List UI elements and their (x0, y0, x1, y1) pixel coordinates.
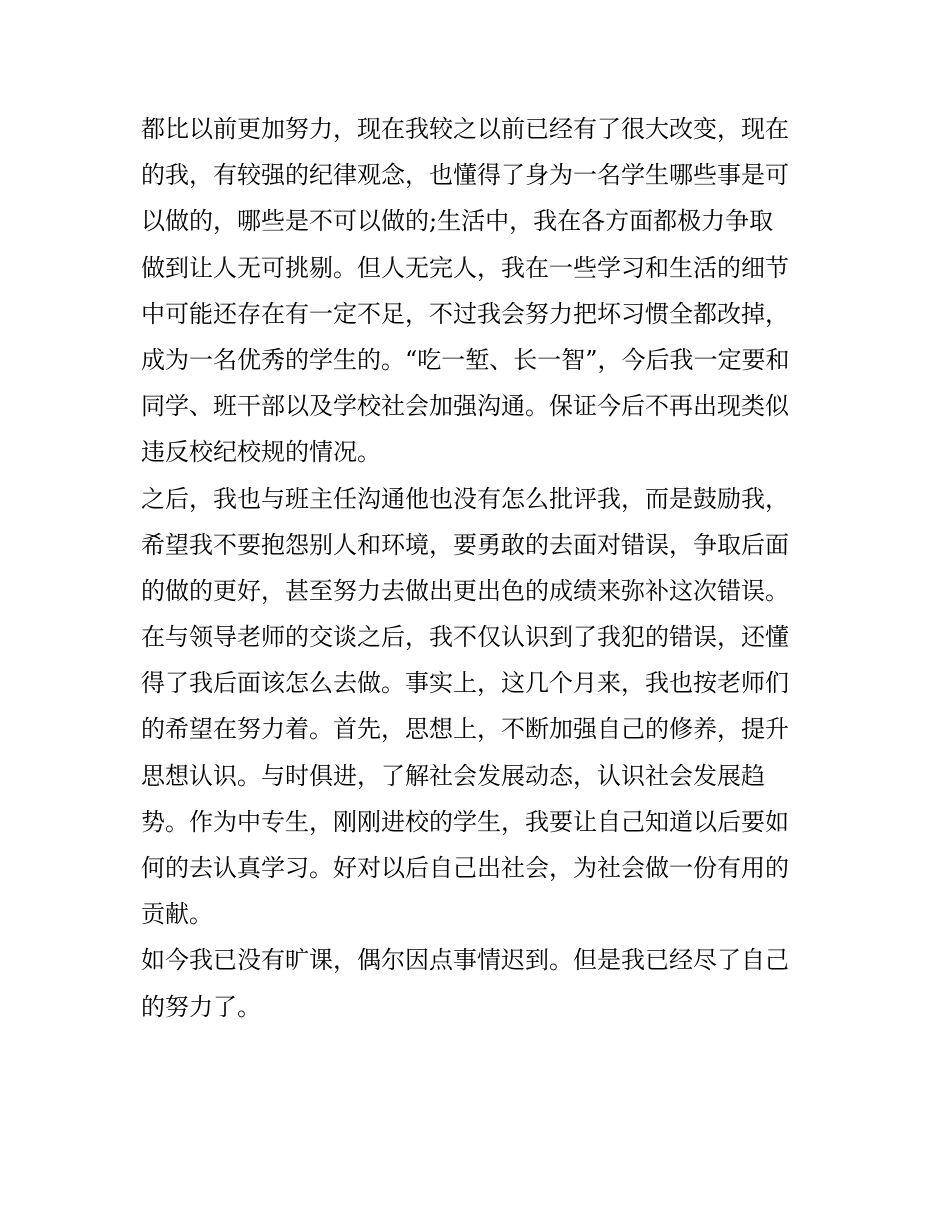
text-line: 希望我不要抱怨别人和环境，要勇敢的去面对错误，争取后面 (141, 530, 789, 559)
text-line: 贡献。 (141, 900, 213, 929)
text-line: 的希望在努力着。首先，思想上，不断加强自己的修养，提升 (141, 715, 789, 744)
text-line: 的努力了。 (141, 992, 261, 1021)
text-line: 违反校纪校规的情况。 (141, 438, 381, 467)
text-line: 之后，我也与班主任沟通他也没有怎么批评我，而是鼓励我， (141, 484, 789, 513)
text-line: 的做的更好，甚至努力去做出更出色的成绩来弥补这次错误。 (141, 576, 789, 605)
text-line: 以做的，哪些是不可以做的;生活中，我在各方面都极力争取 (141, 207, 774, 236)
document-body (141, 106, 813, 1030)
text-line: 成为一名优秀的学生的。“吃一堑、长一智”，今后我一定要和 (141, 345, 790, 374)
text-line: 得了我后面该怎么去做。事实上，这几个月来，我也按老师们 (141, 669, 789, 698)
text-line: 在与领导老师的交谈之后，我不仅认识到了我犯的错误，还懂 (141, 623, 789, 652)
text-line: 思想认识。与时俱进，了解社会发展动态，认识社会发展趋 (141, 761, 765, 790)
text-line: 何的去认真学习。好对以后自己出社会，为社会做一份有用的 (141, 854, 789, 882)
text-line: 势。作为中专生，刚刚进校的学生，我要让自己知道以后要如 (141, 807, 789, 836)
text-line: 中可能还存在有一定不足，不过我会努力把坏习惯全都改掉， (141, 299, 789, 328)
text-line: 做到让人无可挑剔。但人无完人，我在一些学习和生活的细节 (141, 253, 789, 282)
text-line: 同学、班干部以及学校社会加强沟通。保证今后不再出现类似 (141, 392, 789, 421)
text-line: 如今我已没有旷课，偶尔因点事情迟到。但是我已经尽了自己 (141, 946, 789, 975)
text-line: 的我，有较强的纪律观念，也懂得了身为一名学生哪些事是可 (141, 161, 789, 190)
text-line: 都比以前更加努力，现在我较之以前已经有了很大改变，现在 (141, 115, 789, 143)
